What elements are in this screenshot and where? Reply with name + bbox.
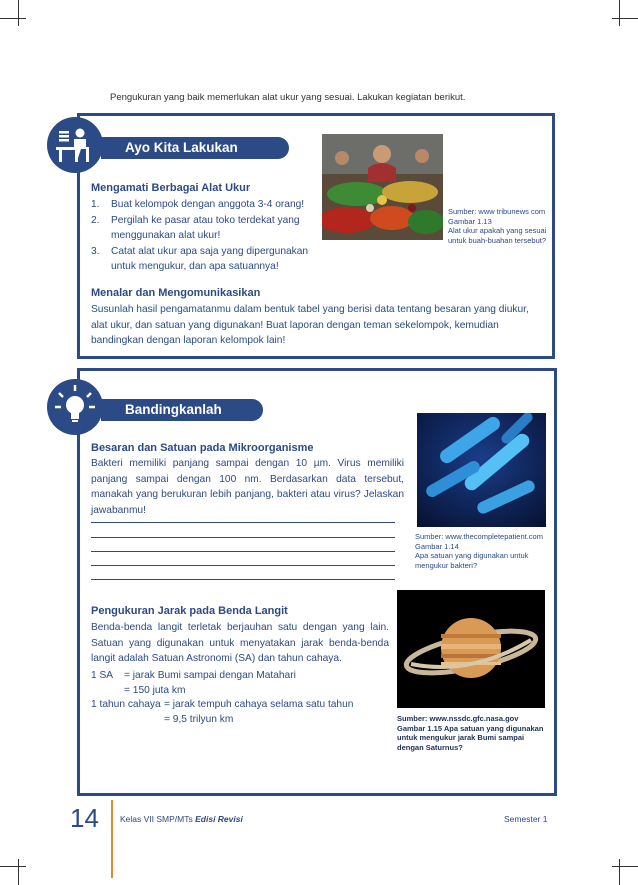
reason-text: Susunlah hasil pengamatanmu dalam bentuk tabel yang berisi data tentang besaran yang diukur, alat ukur, dan satuan yang digunakan! Buat laporan dengan teman sekelompok, kemudian bandingkan dengan laporan kelompok lain! <box>91 304 529 346</box>
reason-title: Menalar dan Mengomunikasikan <box>91 287 261 299</box>
list-item: 2. Pergilah ke pasar atau toko terdekat yang menggunakan alat ukur! <box>91 214 300 241</box>
market-figure: Gambar 1.13 <box>448 216 492 226</box>
crop-mark <box>18 0 19 26</box>
micro-text: Bakteri memiliki panjang sampai dengan 10 µm. Virus memiliki panjang sampai dengan 100 nm. Berdasarkan data tersebut, manakah yang berukuran lebih panjang, bakteri atau virus? Jelaskan jawabanmu! <box>91 458 404 516</box>
bacteria-question: Apa satuan yang digunakan untuk mengukur bakteri? <box>415 551 529 570</box>
answer-line <box>91 565 395 566</box>
answer-line <box>91 579 395 580</box>
space-title: Pengukuran Jarak pada Benda Langit <box>91 605 288 617</box>
footer-semester: Semester 1 <box>504 814 548 824</box>
activity-icon-badge <box>47 117 103 173</box>
footer-book: Kelas VII SMP/MTs Edisi Revisi <box>120 814 243 824</box>
footer-divider <box>111 800 113 878</box>
intro-text: Pengukuran yang baik memerlukan alat ukur yang sesuai. Lakukan kegiatan berikut. <box>110 92 466 103</box>
market-photo <box>322 134 443 240</box>
equation-3: 1 tahun cahaya <box>91 699 161 710</box>
lightbulb-icon <box>47 379 103 435</box>
crop-mark <box>0 866 26 867</box>
market-source: Sumber: www tribunews com <box>448 207 546 216</box>
crop-mark <box>612 866 638 867</box>
activity-banner: Ayo Kita Lakukan <box>101 137 289 159</box>
bacteria-figure: Gambar 1.14 <box>415 541 459 551</box>
compare-icon-badge <box>47 379 103 435</box>
market-caption <box>448 207 552 245</box>
answer-line <box>91 551 395 552</box>
saturn-caption <box>397 714 549 752</box>
equation-2: = 150 juta km <box>124 685 186 696</box>
equation-1-value: = jarak Bumi sampai dengan Matahari <box>124 670 296 681</box>
list-item: 1. Buat kelompok dengan anggota 3-4 orang! <box>91 199 305 210</box>
person-at-desk-icon <box>47 117 103 173</box>
answer-line <box>91 522 395 523</box>
bacteria-source: Sumber: www.thecompletepatient.com <box>415 532 543 541</box>
list-item: 3. Catat alat ukur apa saja yang dipergunakan untuk mengukur, dan apa satuannya! <box>91 245 309 272</box>
crop-mark <box>612 18 638 19</box>
saturn-source: Sumber: www.nssdc.gfc.nasa.gov <box>397 714 519 723</box>
market-question: Alat ukur apakah yang sesuai untuk buah-buahan tersebut? <box>448 226 547 245</box>
page-number: 14 <box>70 803 99 833</box>
crop-mark <box>619 859 620 885</box>
saturn-figure: Gambar 1.15 Apa satuan yang digunakan untuk mengukur jarak Bumi sampai dengan Saturnus? <box>397 723 544 752</box>
space-text: Benda-benda langit terletak berjauhan satu dengan yang lain. Satuan yang digunakan untuk menyatakan jarak benda-benda langit adalah Satuan Astronomi (SA) dan tahun cahaya. <box>91 622 389 664</box>
saturn-photo <box>397 590 545 708</box>
crop-mark <box>0 18 26 19</box>
micro-title: Besaran dan Satuan pada Mikroorganisme <box>91 442 314 454</box>
compare-banner: Bandingkanlah <box>101 399 263 421</box>
bacteria-caption <box>415 532 555 570</box>
equation-1: 1 SA <box>91 670 114 681</box>
crop-mark <box>619 0 620 26</box>
bacteria-photo <box>417 413 546 527</box>
activity-steps <box>91 197 323 275</box>
answer-line <box>91 537 395 538</box>
equation-4: = 9,5 trilyun km <box>164 714 234 725</box>
activity-title: Mengamati Berbagai Alat Ukur <box>91 182 251 194</box>
crop-mark <box>18 859 19 885</box>
equation-3-value: = jarak tempuh cahaya selama satu tahun <box>164 699 354 710</box>
